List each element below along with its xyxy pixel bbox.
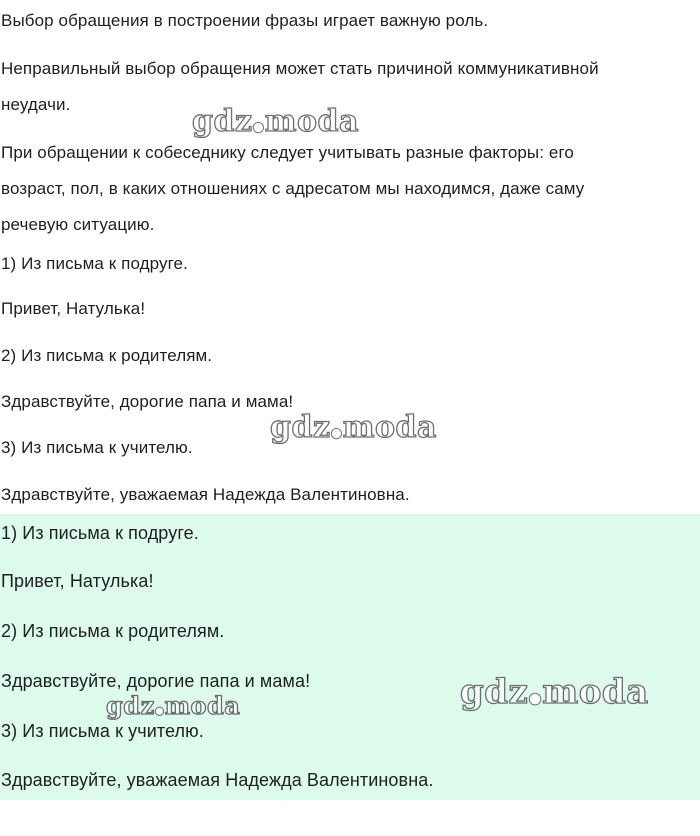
answer-heading: 1) Из письма к подруге. — [1, 523, 199, 543]
example-text: Здравствуйте, дорогие папа и мама! — [1, 392, 294, 411]
theory-line: Выбор обращения в построении фразы играет важную роль. — [1, 11, 489, 30]
watermark-logo: gdz●moda — [192, 104, 359, 139]
watermark-logo: gdz●moda — [106, 691, 241, 720]
answer-text: Здравствуйте, уважаемая Надежда Валентиновна. — [1, 770, 434, 790]
example-text: Здравствуйте, уважаемая Надежда Валентиновна. — [1, 485, 410, 504]
example-heading: 2) Из письма к родителям. — [1, 346, 213, 365]
theory-line: возраст, пол, в каких отношениях с адресатом мы находимся, даже саму — [1, 179, 585, 198]
watermark-logo: gdz●moda — [270, 410, 437, 445]
watermark-logo: gdz●moda — [460, 672, 649, 712]
example-heading: 1) Из письма к подруге. — [1, 254, 188, 273]
answer-text: Здравствуйте, дорогие папа и мама! — [1, 671, 311, 691]
theory-line: речевую ситуацию. — [1, 215, 155, 234]
answer-box — [0, 514, 700, 800]
example-heading: 3) Из письма к учителю. — [1, 438, 193, 457]
answer-heading: 3) Из письма к учителю. — [1, 721, 204, 741]
theory-line: Неправильный выбор обращения может стать причиной коммуникативной — [1, 59, 599, 78]
answer-text: Привет, Натулька! — [1, 571, 154, 591]
theory-line: При обращении к собеседнику следует учитывать разные факторы: его — [1, 143, 574, 162]
answer-heading: 2) Из письма к родителям. — [1, 621, 225, 641]
example-text: Привет, Натулька! — [1, 299, 146, 318]
theory-line: неудачи. — [1, 95, 71, 114]
